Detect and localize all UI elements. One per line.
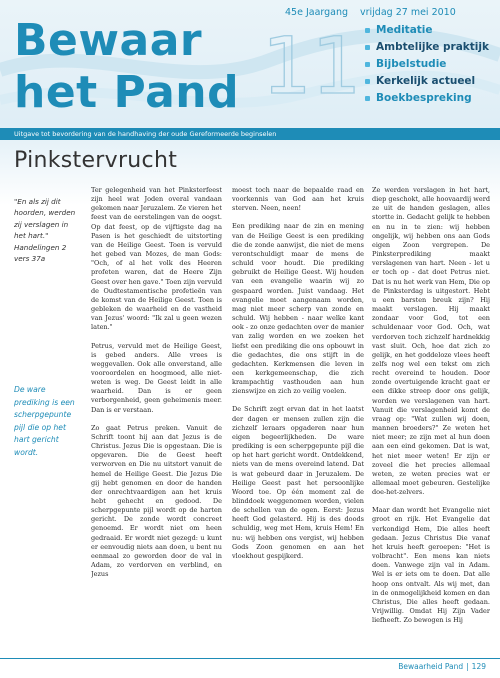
article-column-1 [91,186,222,656]
square-bullet-icon [365,96,370,101]
square-bullet-icon [365,79,370,84]
topic-item: Bijbelstudie [365,56,489,73]
page-number: 129 [471,662,486,671]
square-bullet-icon [365,28,370,33]
article-column-2 [232,186,364,656]
square-bullet-icon [365,62,370,67]
scripture-quote: "En als zij dit hoorden, werden zij verslagen in het hart." Handelingen 2 vers 37a [14,197,76,264]
topic-item: Ambtelijke praktijk [365,39,489,56]
volume-label: 45e Jaargang [285,7,349,18]
topic-item: Boekbespreking [365,90,489,107]
publication-name: Bewaarheid Pand [398,662,464,671]
paragraph: Ter gelegenheid van het Pinksterfeest zijn heel wat Joden overal vandaan gekomen naar Jeruzalem. Ze vieren het feest van de eerstelingen van de oogst. Op dat feest, op de vijftigste dag na Pasen is het geschiedt de uitstorting van de Heilige Geest. Toen is vervuld het gebed van Mozes, de man Gods: "Och, of al het volk des Heeren profeten waren, dat de Heere Zijn Geest over hen gave." Toen zijn vervuld de Oudtestamentische profetieën van de komst van de Heilige Geest. Toen is gebleken de waarheid en de vastheid van Jezus' woord: "Ik zal u geen wezen laten." [91,186,222,332]
paragraph: Petrus, vervuld met de Heilige Geest, is gebed anders. Alle vrees is weggevallen. Ook alle onverstand, alle vooroordelen en hoogmoed, alle niet-weten is weg. De Geest leidt in alle waarheid. Dan is er geen verborgenheid, geen geheimenis meer. Dan is er verstaan. [91,341,222,414]
pull-quote: De ware prediking is een scherpgepunte pijl die op het hart gericht wordt. [14,385,75,457]
masthead-title-line2: het Pand [14,67,240,118]
paragraph: moest toch naar de bepaalde raad en voorkennis van God aan het kruis sterven. Neen, neen! [232,186,364,213]
topics-list [365,22,489,107]
article-column-3 [372,186,490,656]
page-footer [0,658,500,672]
square-bullet-icon [365,45,370,50]
footer-text [398,662,486,671]
publisher-ribbon: Uitgave tot bevordering van de handhaving der oude Gereformeerde beginselen [0,128,500,140]
paragraph: De Schrift zegt ervan dat in het laatst der dagen er mensen zullen zijn die zichzelf leraars opgaderen naar hun eigen begeerlijkheden. De ware prediking is een scherpgepunte pijl die op het hart gericht wordt. Ontdekkend, niets van de mens overeind latend. Dat is wat gebeurd daar in Jeruzalem. De Heilige Geest past het persoonlijke Woord toe. Op één moment zal de blinddoek weggenomen worden, vielen de schellen van de ogen. Eerst: Jezus heeft God gelasterd. Hij is des doods schuldig, weg met Hem, kruis Hem! En nu: wij hebben ons vergist, wij hebben Gods Zoon genomen en aan het vloekhout gespijkerd. [232,405,364,560]
footer-separator: | [466,662,469,671]
issue-number: 11 [262,22,362,112]
paragraph: Zo gaat Petrus preken. Vanuit de Schrift toont hij aan dat Jezus is de Christus. Jezus Die is opgestaan. Die is opgevaren. Die de Geest heeft verworven en Die nu uitstort vanuit de hemel de Heilige Geest. Die Jezus Die gij hebt genomen en door de handen der onrechtvaardigen aan het kruis hebt gehecht en gedood. De scherpgepunte pijl wordt op de harten gericht. De zonde wordt concreet genoemd. Er wordt niet om heen gedraaid. Er wordt niet gezegd: u kunt er eenvoudig niets aan doen, u bent nu eenmaal zo geworden door de val in Adam, zo verdorven en verblind, en Jezus [91,423,222,579]
issue-date: vrijdag 27 mei 2010 [360,7,456,18]
paragraph: Een prediking naar de zin en mening van de Heilige Geest is een prediking die de zonde aanwijst, die niet de mens verontschuldigt maar de mens de schuld voor houdt. Die prediking gebruikt de Heilige Geest. Wij houden van een evangelie waarin wij zo gespaard worden. Juist vandaag. Het evangelie moet aangenaam worden, mag niet meer scherp van zonde en schuld. Wij hebben - naar welke kant ook - zo onze gedachten over de manier van zalig worden en we zoeken het liefst een prediking die ons opbouwt in die gedachtes, die ons stijft in de gedachten. Kerkmensen die leven in een kerkgemeenschap, die zich krampachtig vasthouden aan hun zienswijze en zich zo veilig voelen. [232,222,364,396]
paragraph: Maar dan wordt het Evangelie niet groot en rijk. Het Evangelie dat verkondigd Hem, Die alles heeft gedaan. Jezus Christus Die vanaf het kruis heeft geroepen: "Het is volbracht". Een mens kan niets doen. Vanwege zijn val in Adam. Wel is er iets om te doen. Dat alle hoop ons ontvalt. Als wij met, dan in de onmogelijkheid komen en dan Christus, Die alles heeft gedaan. Vrijwillig. Omdat Hij Zijn Vader liefheeft. Zo bewogen is Hij [372,506,490,625]
paragraph: Ze werden verslagen in het hart, diep geschokt, alle hoovaardij werd ze uit de handen geslagen, alles stortte in. Gedacht gelijk te hebben en nu in te zien: wij hebben ongelijk, wij hebben ons aan Gods eigen Zoon vergrepen. De Pinksterprediking maakt verslagenen van hart. Neen - let u er toch op - dat doet Petrus niet. Dat is nu het werk van Hem, Die op de Pinksterdag is uitgestort. Hebt u een barsten breuk zijn? Hij maakt verslagen. Hij maakt zondaar voor God, tot een schuldenaar voor God. Och, wat verdorven toch zichzelf hardnekkig vast sluit. Och, hoe dat zich zo gelijk, en het goddeloze vlees heeft zelfs nog wel een tekst om zich recht overeind te houden. Door zonde overtuigende kracht gaat er een dikke streep door ons gelijk, worden we verslagenen van hart. Vanuit die verslagenheid komt de vraag op: "Wat zullen wij doen, mannen broeders?" Ze weten het niet meer; ze zijn met al hun doen aan een eind gekomen. Dat is wat, het niet meer weten! Er zijn er zoveel die het precies allemaal weten, ze weten precies wat er allemaal moet gebeuren. Gestelijke doe-het-zelvers. [372,186,490,497]
topic-item: Kerkelijk actueel [365,73,489,90]
article-headline: Pinkstervrucht [14,148,178,173]
masthead-title-line1: Bewaar [14,15,203,66]
topic-item: Meditatie [365,22,489,39]
